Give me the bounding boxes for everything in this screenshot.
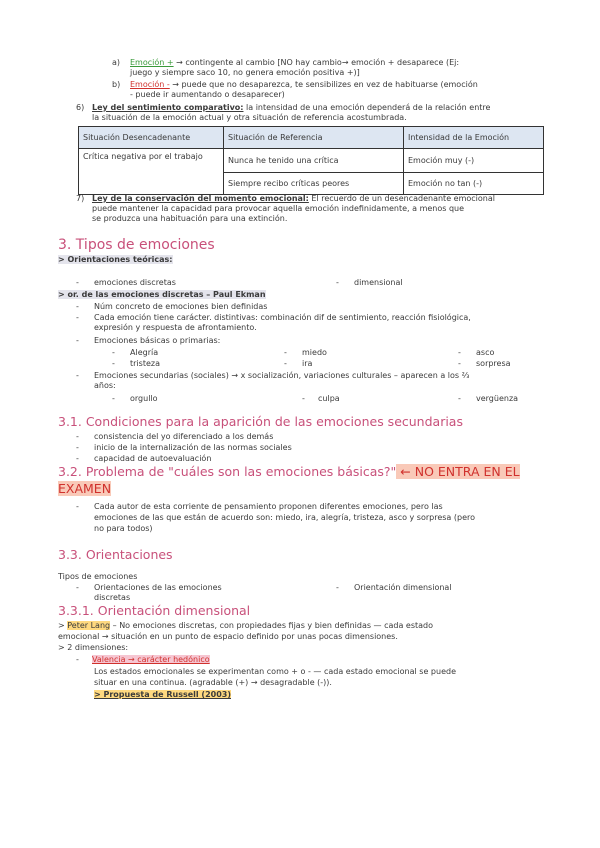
sec32-text: Cada autor de esta corriente de pensamiento proponen diferentes emociones, pero las bbox=[94, 502, 443, 511]
discretas-bullet-1: Núm concreto de emociones bien definidas bbox=[94, 302, 268, 311]
discretas-label-text: > or. de las emociones discretas – Paul Ekman bbox=[58, 290, 266, 299]
bullet-dash: - bbox=[336, 583, 339, 592]
bullet-dash: - bbox=[76, 583, 79, 592]
table-header-cell: Situación de Referencia bbox=[224, 127, 404, 149]
bullet-dash: - bbox=[76, 371, 79, 380]
law7-text2: puede mantener la capacidad para provocar aquella emoción indefinidamente, a menos que bbox=[92, 204, 465, 213]
tipos-label: Tipos de emociones bbox=[58, 572, 138, 581]
bullet-dash: - bbox=[76, 454, 79, 463]
valencia-text2: situar en una continua. (agradable (+) → desagradable (-)). bbox=[94, 678, 332, 687]
bullet-dash: - bbox=[336, 278, 339, 287]
section-3-1-heading: 3.1. Condiciones para la aparición de las emociones secundarias bbox=[58, 414, 463, 429]
table-header-row bbox=[79, 127, 544, 149]
list-marker-a: a) bbox=[112, 58, 121, 67]
list-item-a-text: → contingente al cambio [NO hay cambio→ emoción + desaparece (Ej: bbox=[173, 58, 460, 67]
bullet-dash: - bbox=[76, 336, 79, 345]
bullet-dash: - bbox=[76, 443, 79, 452]
discretas-bullet-4b: años: bbox=[94, 381, 116, 390]
section-3-3-1-heading: 3.3.1. Orientación dimensional bbox=[58, 603, 251, 618]
secondary-emotion: orgullo bbox=[130, 394, 158, 403]
list-item-b-text2: - puede ir aumentando o desaparecer) bbox=[130, 90, 285, 99]
table-cell: Siempre recibo críticas peores bbox=[224, 173, 404, 195]
table-cell: Emoción muy (-) bbox=[404, 149, 544, 173]
orientaciones-label-text: > Orientaciones teóricas: bbox=[58, 255, 173, 264]
lang-line: > Peter Lang – No emociones discretas, con propiedades fijas y bien definidas — cada estado bbox=[58, 621, 434, 630]
exam-note-2: EXAMEN bbox=[58, 481, 112, 496]
list-item-b bbox=[130, 80, 550, 91]
law7-text: El recuerdo de un desencadenante emocional bbox=[308, 194, 495, 203]
table-cell: Nunca he tenido una crítica bbox=[224, 149, 404, 173]
table-row bbox=[79, 149, 544, 173]
section-3-2-heading bbox=[58, 464, 558, 480]
condition-item: inicio de la internalización de las normas sociales bbox=[94, 443, 292, 452]
lang-text2: emocional → situación en un punto de espacio definido por unas pocas dimensiones. bbox=[58, 632, 398, 641]
law6-text2: la situación de la emoción actual y otra situación de referencia acostumbrada. bbox=[92, 113, 407, 122]
valencia-line bbox=[92, 655, 210, 666]
dimensions-label: > 2 dimensiones: bbox=[58, 643, 129, 652]
lang-text: – No emociones discretas, con propiedades fijas y bien definidas — cada estado bbox=[110, 621, 434, 630]
law7-title: Ley de la conservación del momento emocional: bbox=[92, 194, 309, 203]
discretas-bullet-4: Emociones secundarias (sociales) → x socialización, variaciones culturales – aparecen a los ⅔ bbox=[94, 371, 470, 380]
discretas-label bbox=[58, 290, 266, 301]
valencia-text: Los estados emocionales se experimentan como + o - — cada estado emocional se puede bbox=[94, 667, 456, 676]
comparison-table bbox=[78, 126, 544, 195]
bullet-dash: - bbox=[112, 348, 115, 357]
bullet-dash: - bbox=[112, 359, 115, 368]
secondary-emotion: culpa bbox=[318, 394, 340, 403]
table-cell: Emoción no tan (-) bbox=[404, 173, 544, 195]
basic-emotion: sorpresa bbox=[476, 359, 511, 368]
table-header-cell: Situación Desencadenante bbox=[79, 127, 224, 149]
sec32-text2: emociones de las que están de acuerdo son: miedo, ira, alegría, tristeza, asco y sorpresa (pero bbox=[94, 513, 476, 522]
valencia-label: Valencia → carácter hedónico bbox=[92, 655, 210, 664]
bullet-dash: - bbox=[284, 359, 287, 368]
law7-line bbox=[92, 194, 552, 205]
bullet-dash: - bbox=[76, 302, 79, 311]
orient-discretas: Orientaciones de las emociones bbox=[94, 583, 222, 592]
law7-marker: 7) bbox=[76, 194, 85, 203]
emocion-negativa-label: Emoción - bbox=[130, 80, 170, 89]
list-item-b-text: → puede que no desaparezca, te sensibilizes en vez de habituarse (emoción bbox=[169, 80, 478, 89]
bullet-dash: - bbox=[458, 359, 461, 368]
discretas-bullet-2: Cada emoción tiene carácter. distintivas: combinación dif de sentimiento, reacción fisiológica, bbox=[94, 313, 471, 322]
russell-line bbox=[94, 690, 231, 701]
list-item-a-text2: juego y siempre saco 10, no genera emoción positiva +)] bbox=[130, 68, 360, 77]
table-cell-trigger: Crítica negativa por el trabajo bbox=[79, 149, 224, 195]
bullet-dash: - bbox=[76, 313, 79, 322]
exam-note: ← NO ENTRA EN EL bbox=[396, 464, 520, 479]
list-marker-b: b) bbox=[112, 80, 121, 89]
orientaciones-label bbox=[58, 255, 173, 266]
basic-emotion: asco bbox=[476, 348, 495, 357]
bullet-dash: - bbox=[76, 278, 79, 287]
bullet-dash: - bbox=[76, 655, 79, 664]
table-header-cell: Intensidad de la Emoción bbox=[404, 127, 544, 149]
law6-marker: 6) bbox=[76, 103, 85, 112]
basic-emotion: miedo bbox=[302, 348, 327, 357]
list-item-a bbox=[130, 58, 550, 69]
law7-text3: se produzca una habituación para una extinción. bbox=[92, 214, 288, 223]
section-3-2-title: 3.2. Problema de "cuáles son las emociones básicas?" bbox=[58, 464, 397, 479]
law6-text: la intensidad de una emoción dependerá de la relación entre bbox=[243, 103, 491, 112]
law6-line bbox=[92, 103, 552, 114]
orient-dimensional: Orientación dimensional bbox=[354, 583, 452, 592]
sec32-text3: no para todos) bbox=[94, 524, 153, 533]
section-3-heading: 3. Tipos de emociones bbox=[58, 237, 215, 253]
basic-emotion: tristeza bbox=[130, 359, 160, 368]
exam-note-line2 bbox=[58, 481, 111, 497]
condition-item: consistencia del yo diferenciado a los demás bbox=[94, 432, 274, 441]
bullet-dash: - bbox=[458, 394, 461, 403]
emocion-positiva-label: Emoción + bbox=[130, 58, 174, 67]
russell-label: > Propuesta de Russell (2003) bbox=[94, 690, 231, 699]
orient-item-discretas: emociones discretas bbox=[94, 278, 176, 287]
orient-discretas-b: discretas bbox=[94, 593, 131, 602]
discretas-bullet-3: Emociones básicas o primarias: bbox=[94, 336, 221, 345]
secondary-emotion: vergüenza bbox=[476, 394, 519, 403]
discretas-bullet-2b: expresión y respuesta de afrontamiento. bbox=[94, 323, 257, 332]
bullet-dash: - bbox=[284, 348, 287, 357]
bullet-dash: - bbox=[458, 348, 461, 357]
orient-item-dimensional: dimensional bbox=[354, 278, 403, 287]
bullet-dash: - bbox=[76, 502, 79, 511]
bullet-dash: - bbox=[302, 394, 305, 403]
basic-emotion: Alegría bbox=[130, 348, 159, 357]
basic-emotion: ira bbox=[302, 359, 313, 368]
law6-title: Ley del sentimiento comparativo: bbox=[92, 103, 244, 112]
section-3-3-heading: 3.3. Orientaciones bbox=[58, 547, 173, 562]
bullet-dash: - bbox=[76, 432, 79, 441]
author-peter-lang: Peter Lang bbox=[67, 621, 111, 630]
condition-item: capacidad de autoevaluación bbox=[94, 454, 212, 463]
bullet-dash: - bbox=[112, 394, 115, 403]
